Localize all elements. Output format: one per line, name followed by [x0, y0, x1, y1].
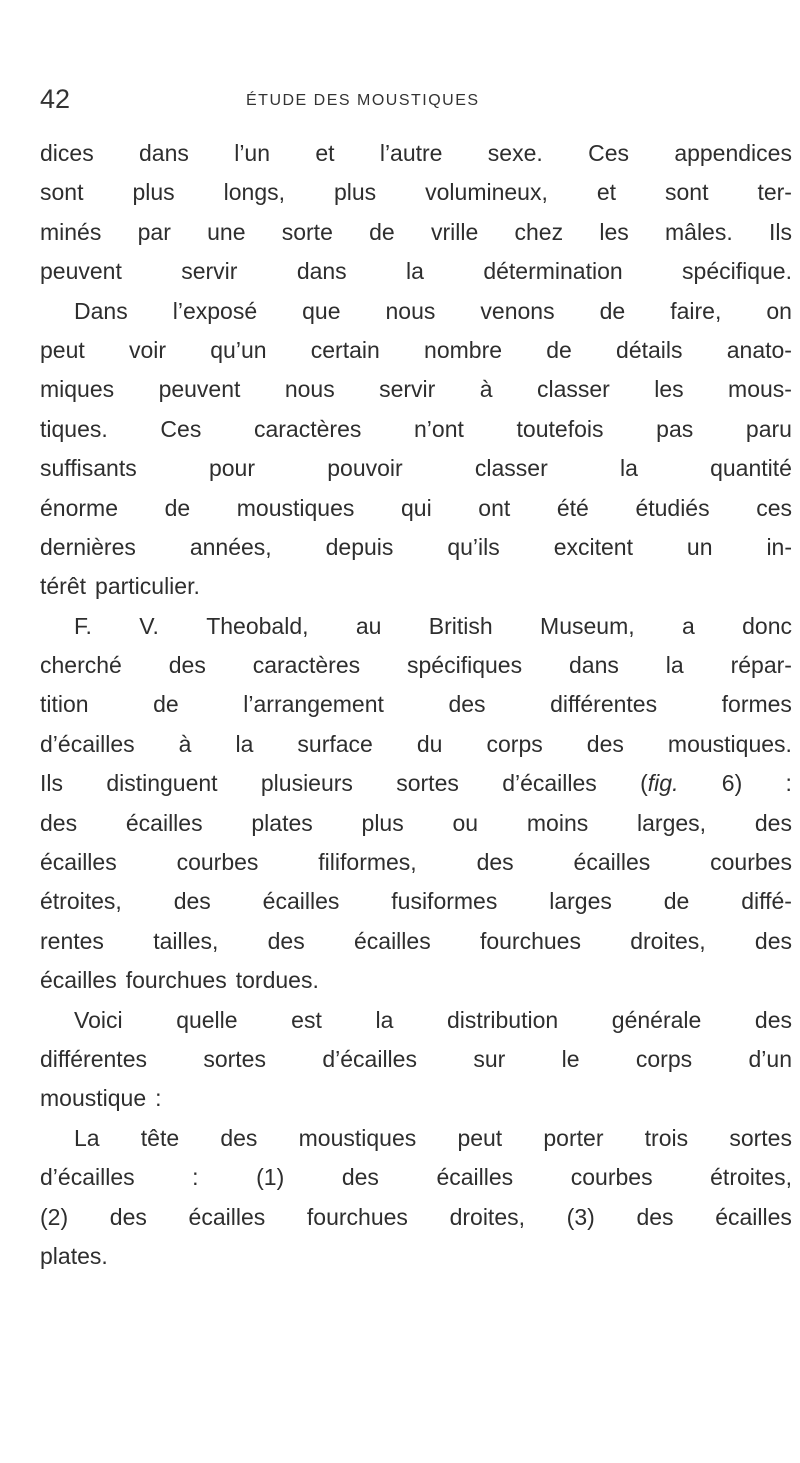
text-line: écailles courbes filiformes, des écailles courbes [40, 849, 792, 876]
text-line: différentes sortes d’écailles sur le corps d’un [40, 1045, 792, 1072]
body-text [40, 134, 792, 1276]
text-line: tiques. Ces caractères n’ont toutefois pas paru [40, 415, 792, 442]
text-line: minés par une sorte de vrille chez les mâles. Ils [40, 218, 792, 245]
text-line: (2) des écailles fourchues droites, (3) des écailles [40, 1203, 792, 1230]
text-line: écailles fourchues tordues. [40, 967, 319, 994]
text-line: Voici quelle est la distribution générale des [74, 1006, 792, 1033]
text-line: dices dans l’un et l’autre sexe. Ces appendices [40, 140, 792, 166]
text-line: peuvent servir dans la détermination spécifique. [40, 258, 792, 285]
text-line: Dans l’exposé que nous venons de faire, on [74, 297, 792, 324]
text-line: tition de l’arrangement des différentes formes [40, 691, 792, 718]
page-header [40, 84, 780, 124]
page-number: 42 [40, 84, 71, 114]
text-line: énorme de moustiques qui ont été étudiés ces [40, 494, 792, 521]
text-line: La tête des moustiques peut porter trois sortes [74, 1124, 792, 1151]
running-title: ÉTUDE DES MOUSTIQUES [246, 92, 480, 109]
text-line: sont plus longs, plus volumineux, et sont ter- [40, 179, 792, 206]
text-line: d’écailles : (1) des écailles courbes étroites, [40, 1164, 792, 1191]
text-line: dernières années, depuis qu’ils excitent un in- [40, 533, 792, 560]
text-line: F. V. Theobald, au British Museum, a donc [74, 612, 792, 639]
text-line: plates. [40, 1242, 108, 1269]
text-line: des écailles plates plus ou moins larges, des [40, 809, 792, 836]
text-line: étroites, des écailles fusiformes larges de diffé- [40, 888, 792, 915]
text-line: miques peuvent nous servir à classer les mous- [40, 376, 792, 403]
text-line: d’écailles à la surface du corps des moustiques. [40, 730, 792, 757]
text-line: moustique : [40, 1085, 162, 1112]
text-line: térêt particulier. [40, 573, 200, 600]
text-line: peut voir qu’un certain nombre de détails anato- [40, 336, 792, 363]
text-line: cherché des caractères spécifiques dans la répar- [40, 652, 792, 679]
text-line: Ils distinguent plusieurs sortes d’écailles (fig. 6) : [40, 770, 792, 797]
text-line: rentes tailles, des écailles fourchues droites, des [40, 927, 792, 954]
text-line: suffisants pour pouvoir classer la quantité [40, 455, 792, 482]
